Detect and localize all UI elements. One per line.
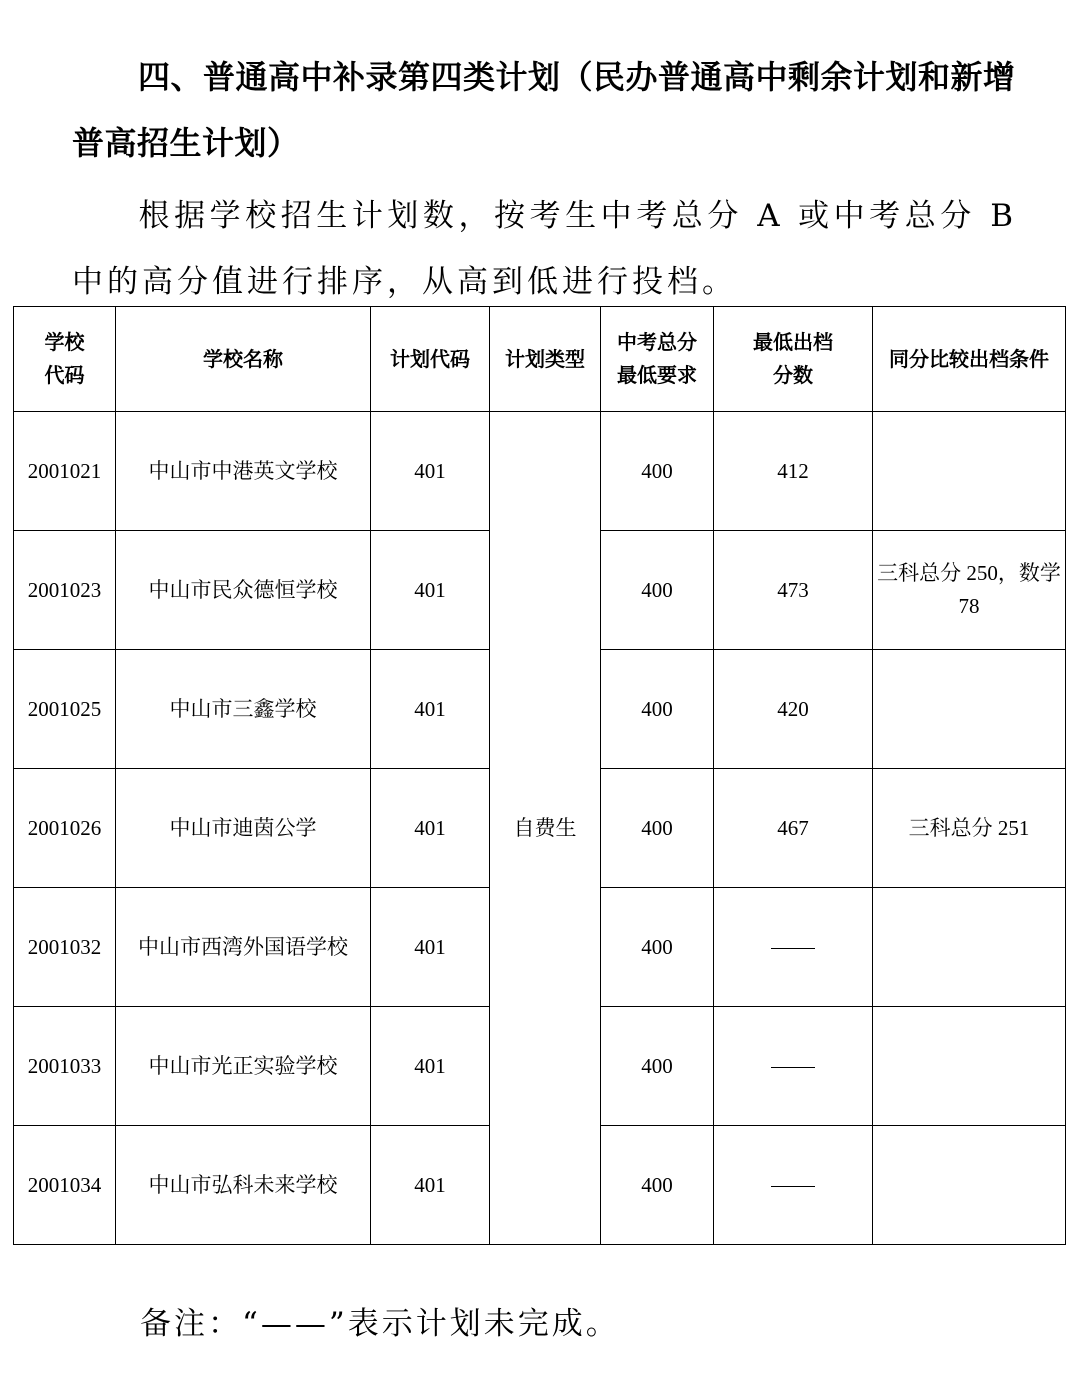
header-school-code: 学校 代码 [14,307,116,412]
cell-school-code: 2001033 [14,1007,116,1126]
section-heading: 四、普通高中补录第四类计划（民办普通高中剩余计划和新增普高招生计划） [72,58,1016,162]
cell-tie-break: 三科总分 250，数学 78 [873,531,1066,650]
header-min-total: 中考总分 最低要求 [601,307,714,412]
header-tie-break: 同分比较出档条件 [873,307,1066,412]
cell-min-total: 400 [601,769,714,888]
intro-paragraph: 根据学校招生计划数，按考生中考总分 A 或中考总分 B 中的高分值进行排序，从高到低进行投档。 [72,198,1017,300]
cell-plan-code: 401 [371,1126,490,1245]
cell-min-total: 400 [601,1126,714,1245]
cell-school-name: 中山市弘科未来学校 [116,1126,371,1245]
cell-plan-code: 401 [371,769,490,888]
header-plan-type: 计划类型 [490,307,601,412]
cell-school-name: 中山市三鑫学校 [116,650,371,769]
cell-school-code: 2001032 [14,888,116,1007]
cell-plan-code: 401 [371,531,490,650]
cell-school-name: 中山市西湾外国语学校 [116,888,371,1007]
cell-min-score: 473 [714,531,873,650]
cell-plan-code: 401 [371,888,490,1007]
cell-school-code: 2001021 [14,412,116,531]
dash-mark [771,948,815,949]
table-row [14,412,1066,531]
cell-school-code: 2001025 [14,650,116,769]
cell-min-score [714,1007,873,1126]
cell-school-code: 2001023 [14,531,116,650]
cell-min-score: 467 [714,769,873,888]
admission-plan-table [13,306,1066,1245]
cell-tie-break [873,650,1066,769]
cell-min-total: 400 [601,650,714,769]
cell-tie-break [873,412,1066,531]
cell-min-score: 412 [714,412,873,531]
header-school-name: 学校名称 [116,307,371,412]
cell-plan-code: 401 [371,650,490,769]
cell-min-score: 420 [714,650,873,769]
cell-school-code: 2001034 [14,1126,116,1245]
footnote: 备注：“——”表示计划未完成。 [140,1306,620,1342]
dash-mark [771,1186,815,1187]
cell-school-name: 中山市民众德恒学校 [116,531,371,650]
cell-min-score [714,1126,873,1245]
dash-mark [771,1067,815,1068]
cell-plan-type: 自费生 [490,412,601,1245]
cell-tie-break [873,1007,1066,1126]
cell-school-code: 2001026 [14,769,116,888]
cell-min-total: 400 [601,531,714,650]
cell-plan-code: 401 [371,412,490,531]
cell-min-score [714,888,873,1007]
cell-min-total: 400 [601,1007,714,1126]
cell-min-total: 400 [601,888,714,1007]
header-min-score: 最低出档 分数 [714,307,873,412]
cell-school-name: 中山市中港英文学校 [116,412,371,531]
header-plan-code: 计划代码 [371,307,490,412]
table-header-row [14,307,1066,412]
cell-min-total: 400 [601,412,714,531]
cell-tie-break [873,1126,1066,1245]
cell-school-name: 中山市迪茵公学 [116,769,371,888]
cell-tie-break [873,888,1066,1007]
cell-tie-break: 三科总分 251 [873,769,1066,888]
cell-school-name: 中山市光正实验学校 [116,1007,371,1126]
cell-plan-code: 401 [371,1007,490,1126]
